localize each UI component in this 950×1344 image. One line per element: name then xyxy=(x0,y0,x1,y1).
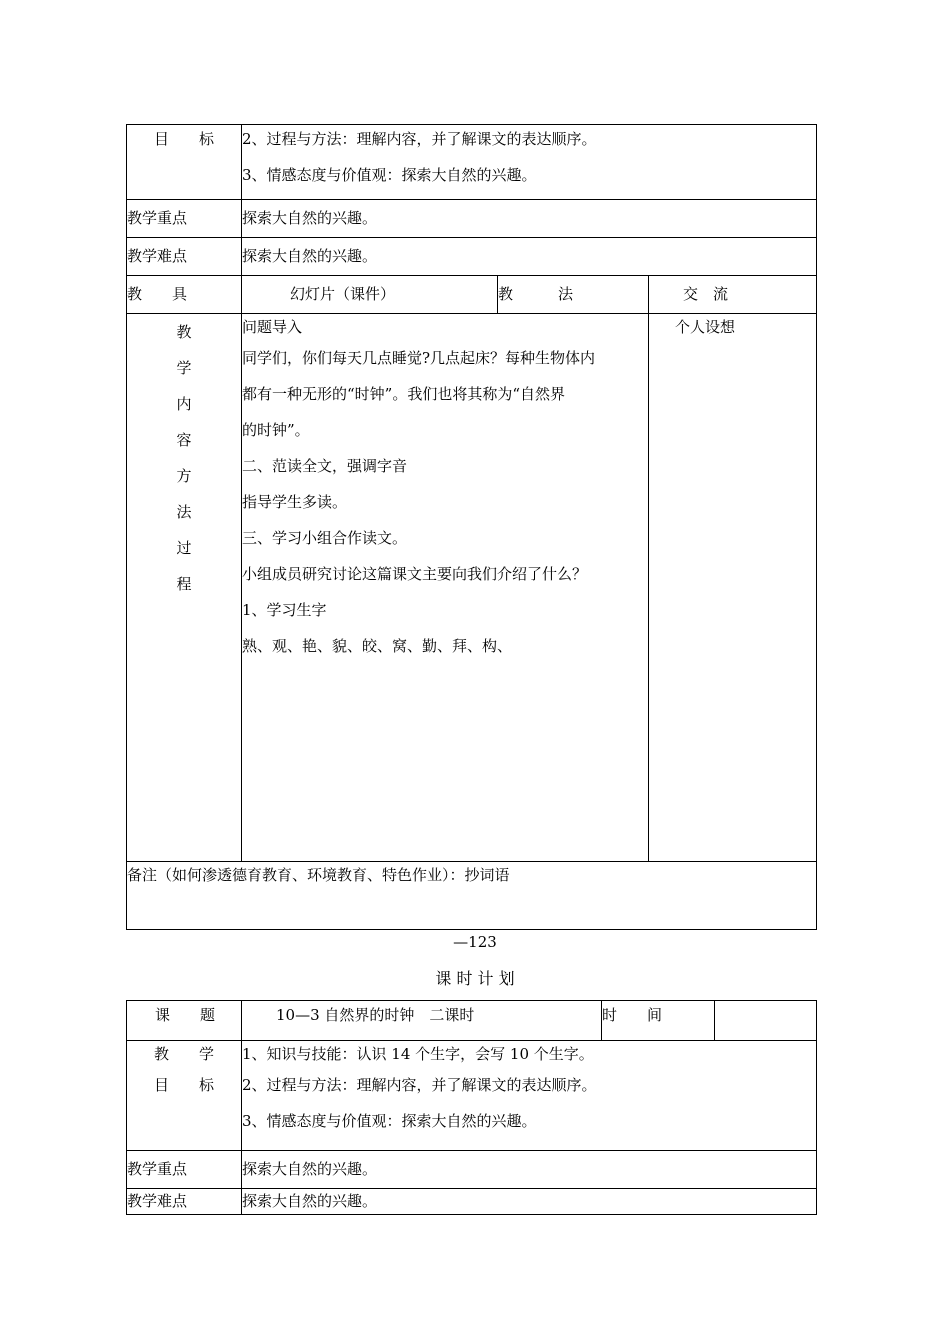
notes-cell xyxy=(649,314,817,862)
tools-value: 幻灯片（课件） xyxy=(290,285,396,303)
process-label-char: 法 xyxy=(176,503,192,521)
method-value-cell xyxy=(649,276,817,314)
time-value-cell xyxy=(715,1001,817,1041)
tools-value-cell xyxy=(242,276,498,314)
difficulty-value: 探索大自然的兴趣。 xyxy=(242,1192,378,1210)
goal-line: 2、过程与方法：理解内容，并了解课文的表达顺序。 xyxy=(242,130,597,148)
key-value-cell xyxy=(242,1151,817,1189)
topic-value: 10—3 自然界的时钟 二课时 xyxy=(276,1006,475,1024)
lesson-table-2 xyxy=(126,1000,817,1215)
goal-label: 目 标 xyxy=(153,130,214,148)
goal-content-cell xyxy=(242,1041,817,1151)
plan-title: 课 时 计 划 xyxy=(435,969,515,988)
process-label-char: 方 xyxy=(176,467,192,485)
goal-line: 3、情感态度与价值观：探索大自然的兴趣。 xyxy=(242,1112,537,1130)
process-line: 同学们，你们每天几点睡觉?几点起床？每种生物体内 xyxy=(242,349,596,367)
process-line: 二、范读全文，强调字音 xyxy=(242,457,408,475)
process-label-char: 教 xyxy=(176,323,192,341)
topic-label: 课 题 xyxy=(155,1006,216,1024)
process-content-cell xyxy=(242,314,649,862)
process-line: 都有一种无形的“时钟”。我们也将其称为“自然界 xyxy=(242,385,566,403)
difficulty-label-cell xyxy=(127,238,242,276)
method-label-cell xyxy=(498,276,649,314)
key-value: 探索大自然的兴趣。 xyxy=(242,209,378,227)
difficulty-value: 探索大自然的兴趣。 xyxy=(242,247,378,265)
goal-label: 教 学 xyxy=(153,1045,214,1063)
notes-header: 个人设想 xyxy=(675,318,736,336)
process-label-cell xyxy=(127,314,242,862)
time-value xyxy=(715,1001,816,1037)
method-label: 教 法 xyxy=(498,285,574,303)
process-line: 问题导入 xyxy=(242,318,303,336)
goal-label: 目 标 xyxy=(153,1076,214,1094)
goal-content-cell xyxy=(242,125,817,200)
key-label-cell xyxy=(127,1151,242,1189)
key-label: 教学重点 xyxy=(127,209,188,227)
difficulty-label: 教学难点 xyxy=(127,247,188,265)
remark-cell xyxy=(127,862,817,930)
goal-line: 2、过程与方法：理解内容，并了解课文的表达顺序。 xyxy=(242,1076,597,1094)
method-value: 交 流 xyxy=(683,285,729,303)
process-line: 的时钟”。 xyxy=(242,421,310,439)
process-line: 熟、观、艳、貌、皎、窝、勤、拜、构、 xyxy=(242,637,513,655)
process-label-char: 程 xyxy=(176,575,192,593)
difficulty-label-cell xyxy=(127,1189,242,1215)
key-value: 探索大自然的兴趣。 xyxy=(242,1160,378,1178)
key-label: 教学重点 xyxy=(127,1160,188,1178)
process-line: 1、学习生字 xyxy=(242,601,327,619)
tools-label-cell xyxy=(127,276,242,314)
goal-line: 3、情感态度与价值观：探索大自然的兴趣。 xyxy=(242,166,537,184)
process-label-char: 容 xyxy=(176,431,192,449)
tools-label: 教 具 xyxy=(127,285,188,303)
process-line: 三、学习小组合作读文。 xyxy=(242,529,408,547)
process-line: 小组成员研究讨论这篇课文主要向我们介绍了什么？ xyxy=(242,565,588,583)
key-value-cell xyxy=(242,200,817,238)
process-line: 指导学生多读。 xyxy=(242,493,348,511)
goal-label-cell xyxy=(127,1041,242,1151)
key-label-cell xyxy=(127,200,242,238)
goal-label-cell xyxy=(127,125,242,200)
goal-line: 1、知识与技能：认识 14 个生字，会写 10 个生字。 xyxy=(242,1045,594,1063)
remark: 备注（如何渗透德育教育、环境教育、特色作业）：抄词语 xyxy=(127,866,510,884)
process-label-char: 内 xyxy=(176,395,192,413)
difficulty-label: 教学难点 xyxy=(127,1192,188,1210)
process-label-char: 学 xyxy=(176,359,192,377)
time-label-cell xyxy=(602,1001,715,1041)
lesson-table-1 xyxy=(126,124,817,930)
time-label: 时 间 xyxy=(602,1006,663,1024)
page-number: —123 xyxy=(453,933,497,951)
topic-label-cell xyxy=(127,1001,242,1041)
difficulty-value-cell xyxy=(242,1189,817,1215)
process-label-char: 过 xyxy=(176,539,192,557)
topic-value-cell xyxy=(242,1001,602,1041)
difficulty-value-cell xyxy=(242,238,817,276)
